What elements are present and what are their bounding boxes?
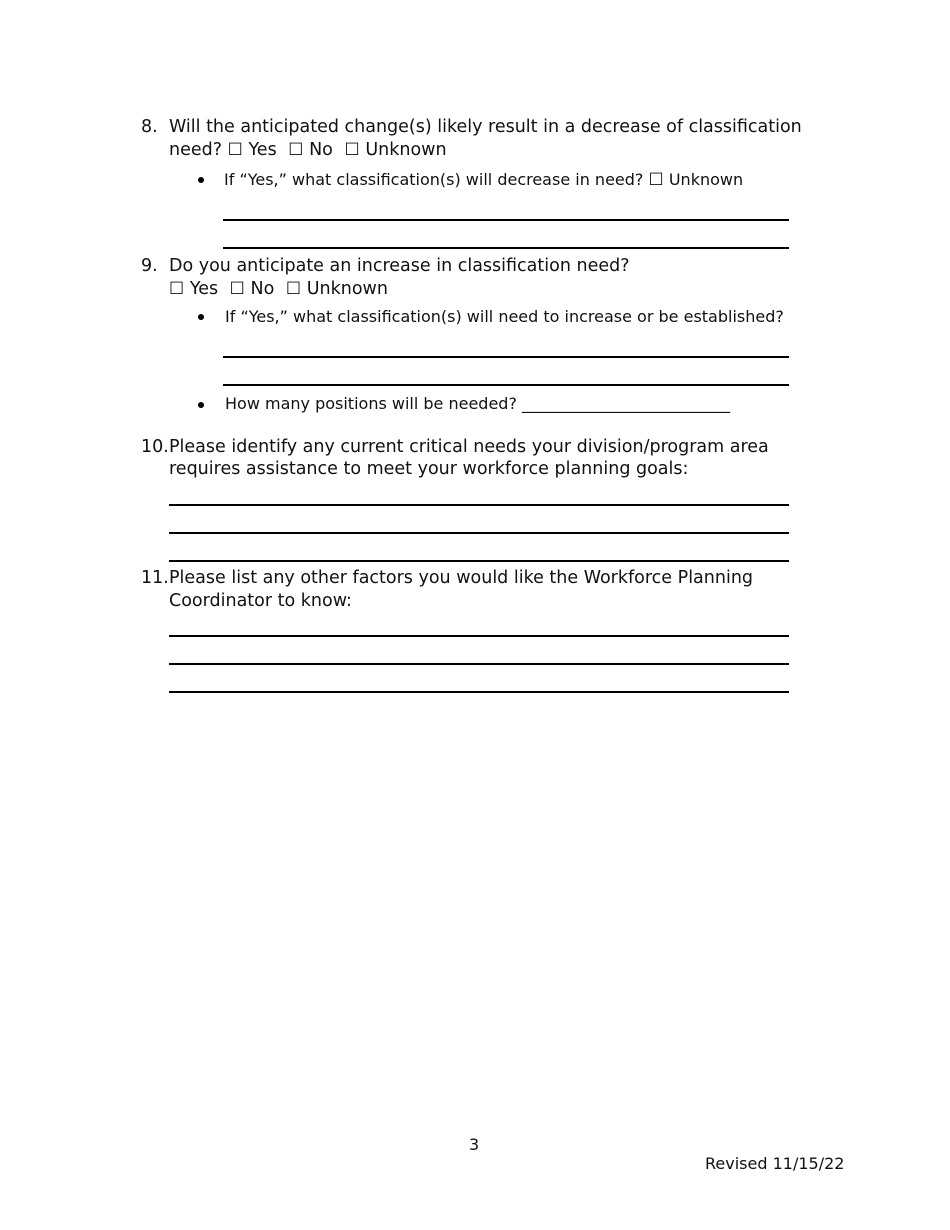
revised-date: Revised 11/15/22 xyxy=(705,1154,845,1173)
q8-unknown-checkbox[interactable]: ☐ xyxy=(344,140,360,160)
q8-no-checkbox[interactable]: ☐ xyxy=(288,140,304,160)
q9-no-checkbox[interactable]: ☐ xyxy=(229,279,245,299)
q8-options-row xyxy=(169,139,447,161)
q9-positions-prompt: How many positions will be needed? xyxy=(225,394,517,413)
q8-sub-prompt: If “Yes,” what classification(s) will decrease in need? xyxy=(224,170,644,189)
q9-unknown-label: Unknown xyxy=(306,279,388,299)
q9-yes-checkbox[interactable]: ☐ xyxy=(169,279,185,299)
q9-options-row xyxy=(169,278,388,300)
q8-unknown-label: Unknown xyxy=(365,140,447,160)
q11-answer-line-1[interactable] xyxy=(169,635,789,637)
q8-need-label: need? xyxy=(169,140,223,160)
q9-unknown-checkbox[interactable]: ☐ xyxy=(285,279,302,299)
q10-text-line2: requires assistance to meet your workforce planning goals: xyxy=(169,459,689,479)
q9-no-label: No xyxy=(250,279,275,299)
q9-text-line1: Do you anticipate an increase in classification need? xyxy=(169,256,630,276)
q8-answer-line-2[interactable] xyxy=(223,247,789,249)
q8-yes-checkbox[interactable]: ☐ xyxy=(227,140,243,160)
q10-answer-line-1[interactable] xyxy=(169,504,789,506)
q10-answer-line-3[interactable] xyxy=(169,560,789,562)
q11-text-line1: Please list any other factors you would like the Workforce Planning xyxy=(169,568,754,588)
q9-positions-blank[interactable]: __________________________ xyxy=(522,394,731,413)
bullet-icon xyxy=(198,177,204,183)
q8-yes-label: Yes xyxy=(248,140,277,160)
bullet-icon xyxy=(198,314,204,320)
q8-text-line1: Will the anticipated change(s) likely result in a decrease of classification xyxy=(169,117,802,137)
q8-sub-unknown-checkbox[interactable]: ☐ xyxy=(648,170,664,190)
q8-sub-question xyxy=(224,170,743,190)
q9-answer-line-2[interactable] xyxy=(223,384,789,386)
q11-answer-line-3[interactable] xyxy=(169,691,789,693)
q10-answer-line-2[interactable] xyxy=(169,532,789,534)
q10-text-line1: Please identify any current critical needs your division/program area xyxy=(169,437,769,457)
q9-sub-question-2 xyxy=(225,394,730,414)
q11-answer-line-2[interactable] xyxy=(169,663,789,665)
q8-no-label: No xyxy=(309,140,333,160)
q11-number: 11. xyxy=(141,568,169,588)
q11-text-line2: Coordinator to know: xyxy=(169,591,352,611)
q8-number: 8. xyxy=(141,117,158,137)
page-number: 3 xyxy=(469,1135,480,1154)
q8-answer-line-1[interactable] xyxy=(223,219,789,221)
q8-sub-unknown-label: Unknown xyxy=(668,170,744,189)
q9-sub-question-1: If “Yes,” what classification(s) will need to increase or be established? xyxy=(225,307,784,326)
q10-number: 10. xyxy=(141,437,169,457)
q9-yes-label: Yes xyxy=(189,279,219,299)
bullet-icon xyxy=(198,402,204,408)
q9-answer-line-1[interactable] xyxy=(223,356,789,358)
q9-number: 9. xyxy=(141,256,158,276)
